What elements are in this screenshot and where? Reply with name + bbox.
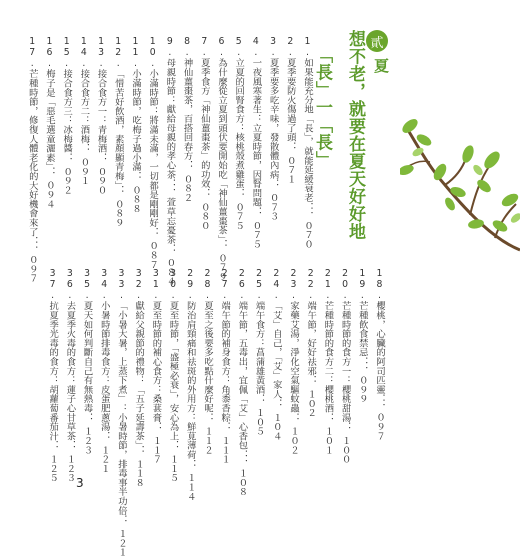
toc-entry: 30.夏至時節，「盛極必衰」，安心為上．．１１５: [167, 268, 179, 483]
toc-entry: 20.芒種時節的食方一：櫻桃甜湯．．１００: [339, 268, 351, 464]
headline-line-1: 想不老，就要在夏天好好地: [345, 30, 365, 240]
toc-entry: 15.接合食方三：冰梅醬．．０９２: [61, 36, 73, 195]
toc-bottom-block: [44, 268, 388, 557]
toc-entry: 19.芒種飲食禁忌．．．０９９: [356, 268, 368, 404]
toc-entry: 33.「小暑大暑，上蒸下煮」：小暑時節，排毒事半功倍．．１２１: [115, 268, 127, 557]
toc-entry: 5.立夏的回腎食方：核桃殼煮雞蛋．．０７５: [233, 36, 245, 231]
toc-entry: 4.一夜風寒著生：立夏時節，因腎問題．．０７５: [250, 36, 262, 249]
toc-entry: 18.櫻桃，心臟的阿司匹靈．．．０９７: [374, 268, 385, 441]
toc-entry: 35.夏天如何判斷自己有無熱毒．．１２３: [81, 268, 93, 455]
leaves-icon: [400, 116, 520, 234]
toc-entry: 9.母親時節：獻給母親的孝心茶．．．萱草忘憂茶．．０８４: [164, 36, 176, 286]
section-badge: 貳: [366, 30, 388, 52]
section-headline: [310, 30, 368, 240]
toc-entry: 1.如果能充分地「長」，就能延緩衰老．．．０７０: [302, 36, 313, 249]
toc-entry: 7.夏季食方「神仙薑棗茶」的功效．．０８０: [198, 36, 210, 231]
toc-entry: 36.去夏季火毒的食方：蓮子心甘草茶．．１２３: [64, 268, 76, 483]
page-number: 3: [76, 476, 84, 490]
toc-entry: 11.小滿時節，吃梅子過小滿．．０８８: [129, 36, 141, 214]
toc-entry: 16.梅子是「惡毛選童灑素」．．０９４: [43, 36, 55, 209]
toc-entry: 26.端午節，五毒出，宜佩「艾」心香包．．．１０８: [236, 268, 248, 497]
section-name: 夏: [372, 58, 390, 74]
toc-entry: 34.小暑時節排毒食方：皮蛋肥蔥湯．．１２１: [98, 268, 110, 474]
toc-entry: 17.芒種時節，修復人體老化的大好機會來了．．．０９７: [26, 36, 38, 283]
toc-top-block: [24, 36, 316, 286]
toc-entry: 27.端午節的補身食方：角黍香粽．．１１１: [219, 268, 231, 464]
toc-entry: 3.夏季要多吃辛味，發散體內病．．０７３: [267, 36, 279, 221]
toc-entry: 12.「惜苦好飲酒，素顏顯青梅」．．０８９: [112, 36, 124, 228]
toc-entry: 14.接合食方二：酒梅．．０９１: [78, 36, 90, 186]
headline-line-2: 「長」一「長」: [312, 46, 332, 169]
toc-entry: 31.夏至時節的補心食方：桑葚膏．．１１７: [150, 268, 162, 464]
toc-entry: 29.防治肩頸痛和祛斑的外用方：鮮莧薄荷．．１１４: [184, 268, 196, 501]
toc-entry: 32.獻給父親節的禮物：「五子延壽茶」．．１１８: [133, 268, 145, 487]
toc-entry: 22.端午節，好好祛邪．．１０２: [305, 268, 317, 418]
toc-entry: 10.小滿時節：將滿未滿，一切都是剛剛好．．０８７: [147, 36, 159, 269]
toc-entry: 21.芒種時節的食方二：櫻桃酒．．１０１: [322, 268, 334, 455]
toc-entry: 8.神仙薑棗茶，百搭回春方．．０８２: [181, 36, 193, 203]
toc-entry: 6.為什麼從立夏到頭伏要開始吃「神仙薑棗茶」．．０７９: [215, 36, 227, 282]
toc-entry: 28.夏至之後要多吃點什麼好呢．．１１２: [201, 268, 213, 455]
toc-entry: 25.端午食方：菖蒲雄黃酒．．１０５: [253, 268, 265, 436]
branch-illustration: [400, 100, 520, 270]
toc-entry: 13.接合食方一：青梅酒．．０９０: [95, 36, 107, 195]
toc-entry: 37.抗夏季光毒的食方：胡蘿蔔番茄汁．．１２５: [47, 268, 59, 483]
toc-entry: 24.「艾」自己，「艾」家人．．１０４: [270, 268, 282, 441]
toc-entry: 23.家藥艾湯，淨化空氣驅蚊蟲．．１０２: [287, 268, 299, 455]
toc-entry: 2.夏季要防火傷過了頭．．０７１: [284, 36, 296, 184]
